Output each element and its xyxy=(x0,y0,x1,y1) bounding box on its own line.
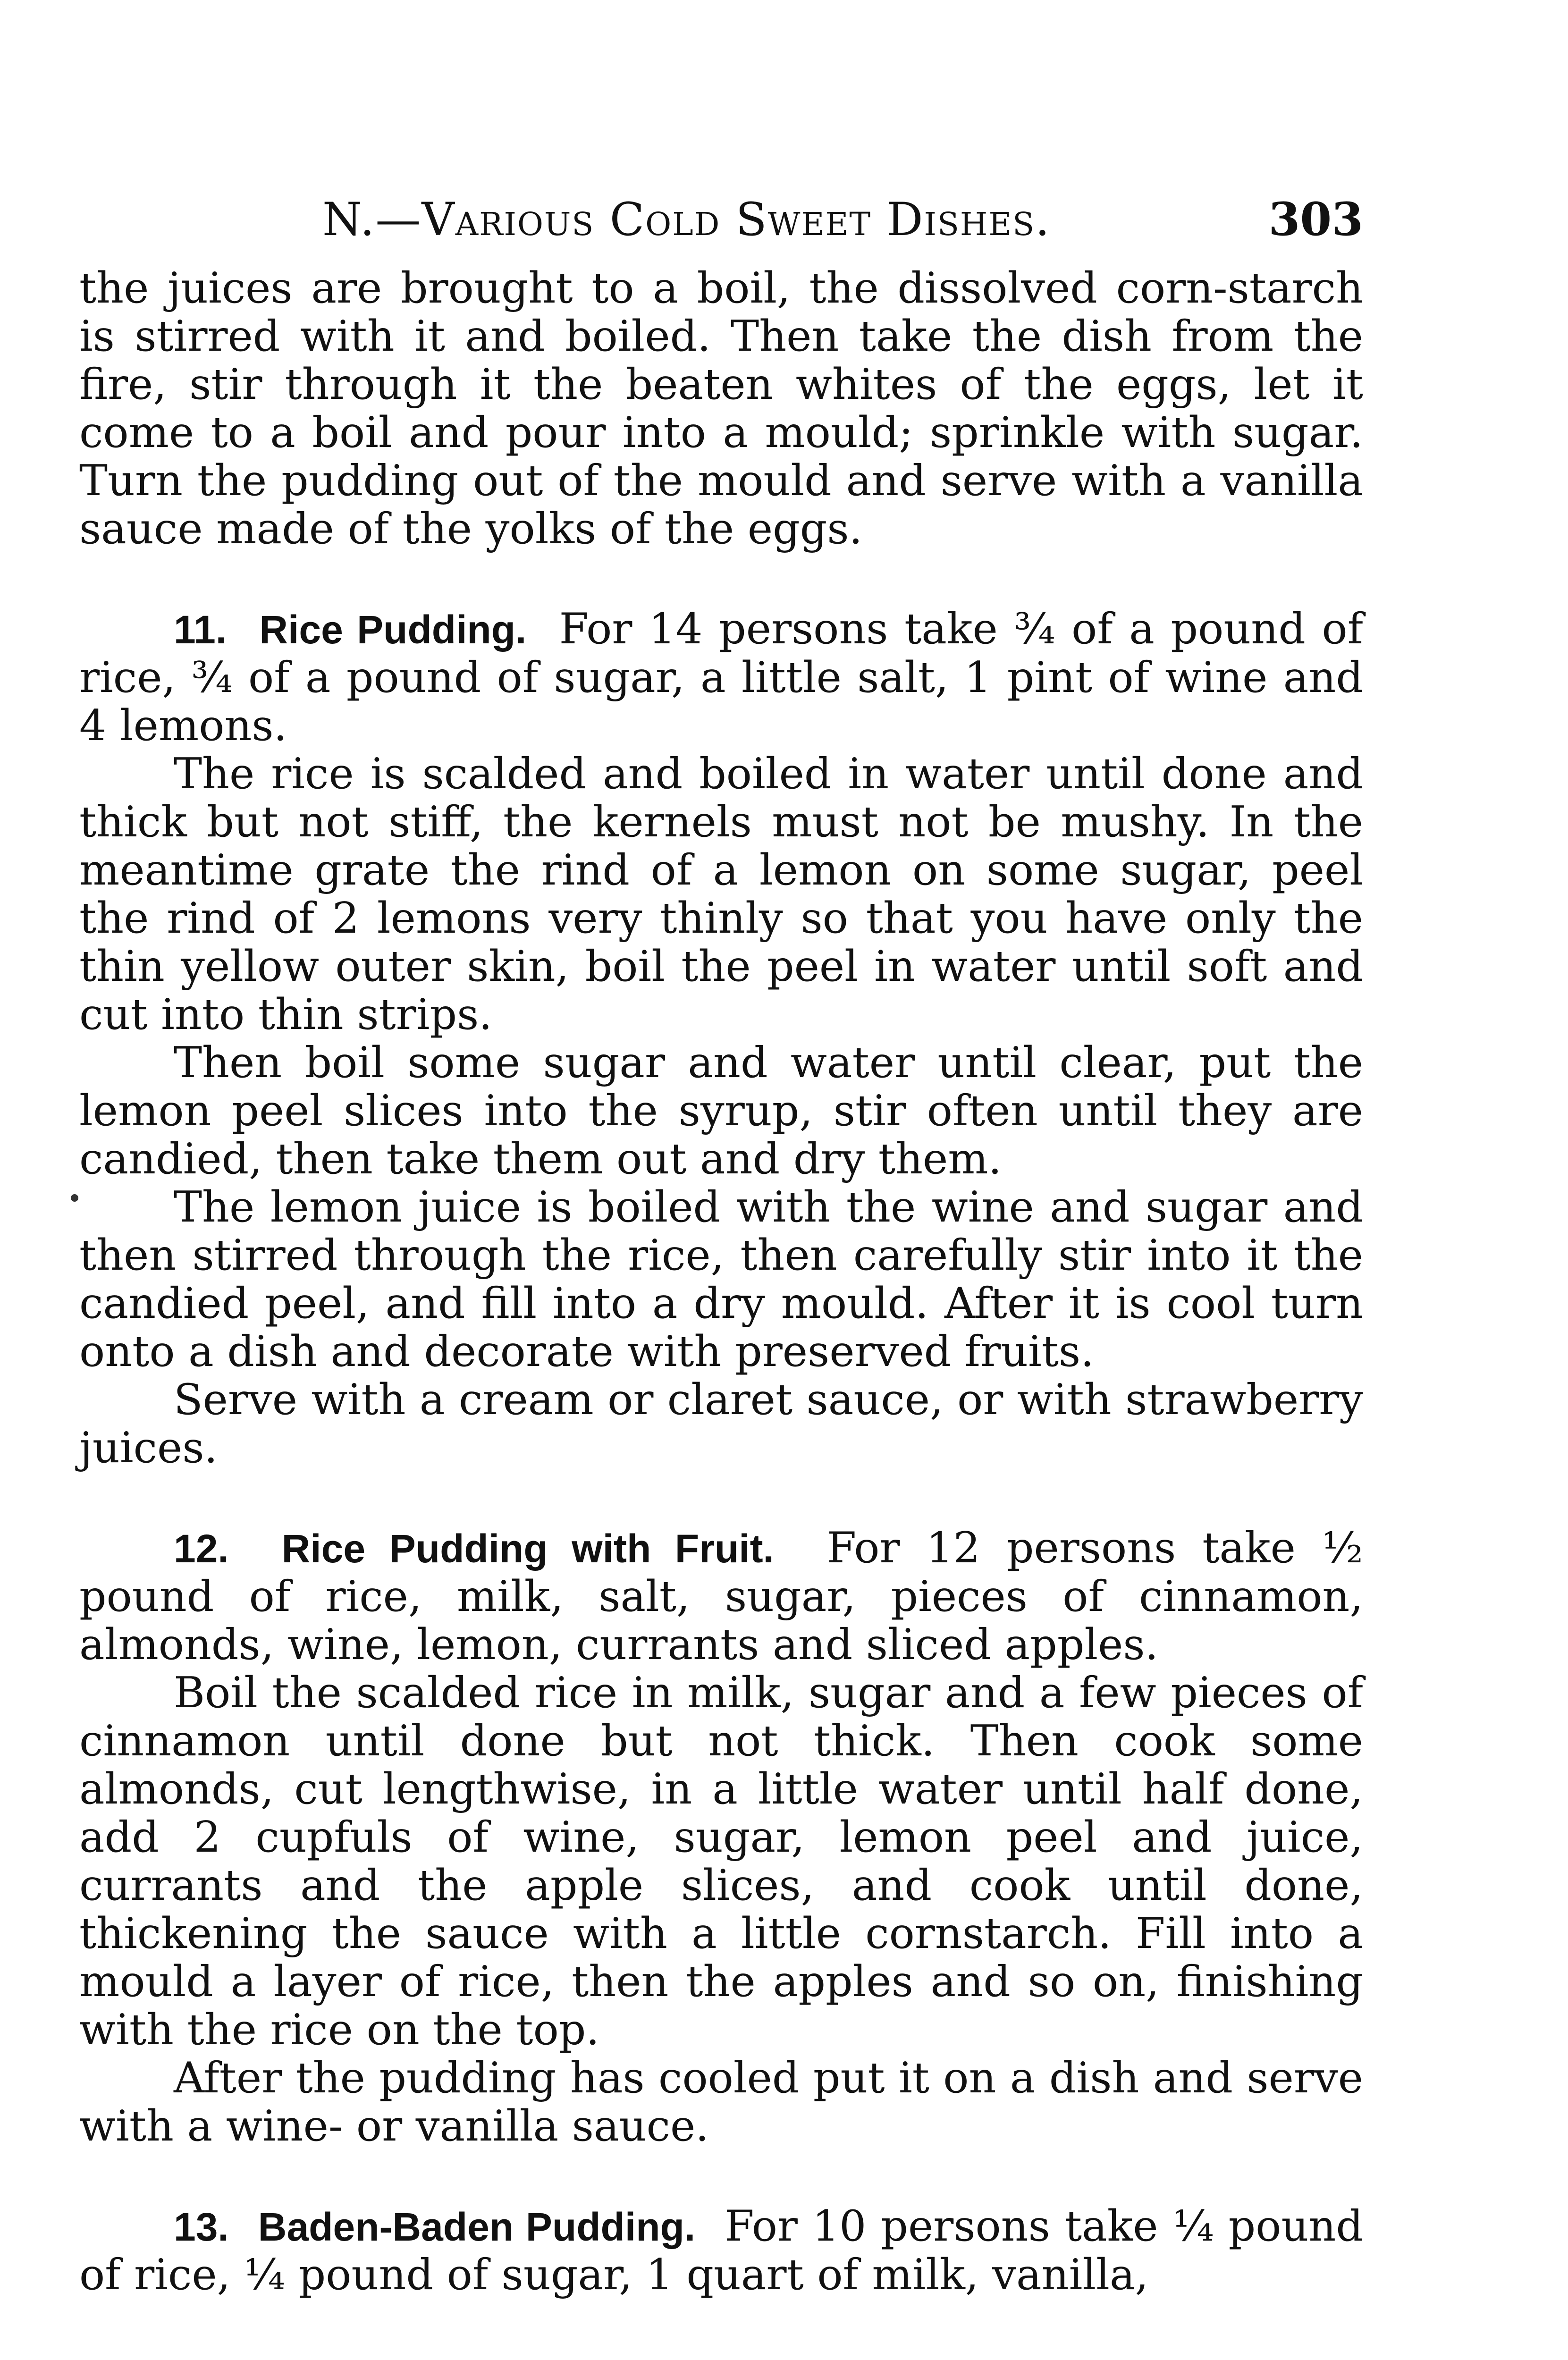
margin-dot xyxy=(71,1194,78,1202)
page-body xyxy=(79,264,1363,2299)
recipe-paragraph: After the pudding has cooled put it on a dish and serve with a wine- or vanilla sauce. xyxy=(79,2053,1363,2151)
recipe-paragraph: The lemon juice is boiled with the wine and sugar and then stirred through the rice, then carefully stir into it the candied peel, and fill into a dry mould. After it is cool turn onto a dish and decorate with preserved fruits. xyxy=(79,1182,1363,1376)
recipe-title: Rice Pudding with Fruit. xyxy=(281,1526,774,1571)
recipe-paragraph: Then boil some sugar and water until clear, put the lemon peel slices into the syrup, stir often until they are candied, then take them out and dry them. xyxy=(79,1038,1363,1184)
recipe-paragraph: Boil the scalded rice in milk, sugar and a few pieces of cinnamon until done but not thick. Then cook some almonds, cut lengthwise, in a little water until half done, add 2 cupfuls of wine, sugar, lemon peel and juice, currants and the apple slices, and cook until done, thickening the sauce with a little cornstarch. Fill into a mould a layer of rice, then the apples and so on, finishing with the rice on the top. xyxy=(79,1668,1363,2055)
recipe-number: 11. xyxy=(174,607,227,652)
running-title: N.—Various Cold Sweet Dishes. xyxy=(322,193,1051,246)
recipe-number: 12. xyxy=(174,1526,229,1571)
recipe-paragraph: The rice is scalded and boiled in water until done and thick but not stiff, the kernels must not be mushy. In the meantime grate the rind of a lemon on some sugar, peel the rind of 2 lemons very thinly so that you have only the thin yellow outer skin, boil the peel in water until soft and cut into thin strips. xyxy=(79,749,1363,1039)
recipe-intro-text: For 12 persons take ½ pound of rice, milk, salt, sugar, pieces of cinnamon, almonds, wine, lemon, currants and sliced apples. xyxy=(79,1523,1363,1669)
recipe-title: Baden-Baden Pudding. xyxy=(258,2205,696,2249)
page-header xyxy=(79,184,1363,255)
recipe-11-intro xyxy=(79,605,1363,750)
recipe-title: Rice Pudding. xyxy=(259,607,527,652)
recipe-12-intro xyxy=(79,1524,1363,1669)
recipe-intro-text: For 14 persons take ¾ of a pound of rice, ¾ of a pound of sugar, a little salt, 1 pint of wine and 4 lemons. xyxy=(79,604,1363,750)
recipe-paragraph: Serve with a cream or claret sauce, or with strawberry juices. xyxy=(79,1375,1363,1473)
page-number: 303 xyxy=(1268,193,1363,246)
recipe-13-intro xyxy=(79,2202,1363,2299)
continuation-paragraph: the juices are brought to a boil, the dissolved corn-starch is stirred with it and boiled. Then take the dish from the fire, stir through it the beaten whites of the eggs, let it come to a boil and pour into a mould; sprinkle with sugar. Turn the pudding out of the mould and serve with a vanilla sauce made of the yolks of the eggs. xyxy=(79,263,1363,554)
recipe-number: 13. xyxy=(174,2205,229,2249)
recipe-intro-text: For 10 persons take ¼ pound of rice, ¼ pound of sugar, 1 quart of milk, vanilla, xyxy=(79,2201,1364,2300)
